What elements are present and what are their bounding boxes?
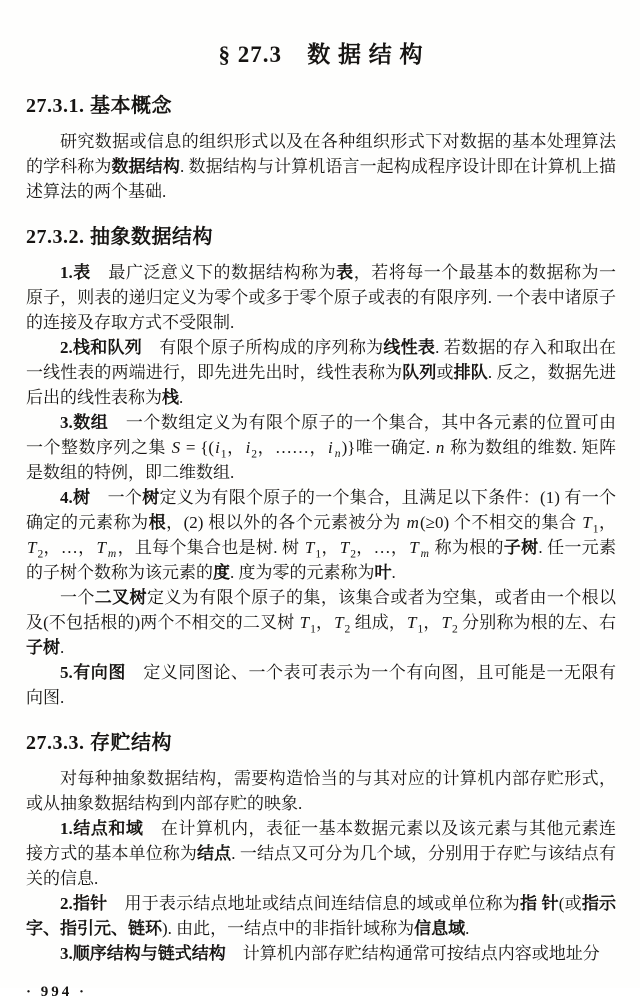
section-heading-storage-structures: 27.3.3. 存贮结构	[26, 732, 172, 754]
paragraph: 一个二叉树定义为有限个原子的集，该集合或者为空集，或者由一个根以及(不包括根的)两个不相交的二叉树 $T_1$，$T_2$ 组成，$T_1$，$T_2$ 分别称为根的左、右子树.	[26, 588, 617, 657]
section-heading-basic-concepts: 27.3.1. 基本概念	[26, 95, 172, 117]
page-title	[26, 36, 616, 69]
section-heading-abstract-data-structures: 27.3.2. 抽象数据结构	[26, 226, 213, 248]
page-number: · 994 ·	[26, 984, 88, 1000]
paragraph: 1.结点和域 在计算机内，表征一基本数据元素以及该元素与其他元素连接方式的基本单位称为结点. 一结点又可分为几个域，分别用于存贮与该结点有关的信息.	[26, 819, 617, 888]
paragraph: 2.栈和队列 有限个原子所构成的序列称为线性表. 若数据的存入和取出在一线性表的两端进行，即先进先出时，线性表称为队列或排队. 反之，数据先进后出的线性表称为栈.	[26, 338, 617, 407]
page-title-section-number: § 27.3	[218, 42, 282, 67]
page-title-text: 数 据 结 构	[307, 42, 424, 67]
paragraph: 研究数据或信息的组织形式以及在各种组织形式下对数据的基本处理算法的学科称为数据结构. 数据结构与计算机语言一起构成程序设计即在计算机上描述算法的两个基础.	[26, 132, 617, 201]
paragraph: 2.指针 用于表示结点地址或结点间连结信息的域或单位称为指 针(或指示字、指引元、链环). 由此，一结点中的非指针域称为信息域.	[26, 894, 617, 938]
paragraph: 1.表 最广泛意义下的数据结构称为表，若将每一个最基本的数据称为一原子，则表的递归定义为零个或多于零个原子或表的有限序列. 一个表中诸原子的连接及存取方式不受限制.	[26, 263, 617, 332]
paragraph: 对每种抽象数据结构，需要构造恰当的与其对应的计算机内部存贮形式，或从抽象数据结构到内部存贮的映象.	[26, 769, 616, 813]
paragraph: 3.数组 一个数组定义为有限个原子的一个集合，其中各元素的位置可由一个整数序列之集 $S = \{(i_1$，$i_2$，……，i $_n$)}唯一确定. n 称为数组的维数. 矩阵是数组的特例，即二维数组.	[26, 413, 617, 482]
paragraph: 4.树 一个树定义为有限个原子的一个集合，且满足以下条件：(1) 有一个确定的元素称为根，(2) 根以外的各个元素被分为 m(≥0) 个不相交的集合 $T_1$，$T_2$，…，T $_m$，且每个集合也是树. 树 $T_1$，$T_2$，…，T $_m$ 称为根的子树. 任一元素的子树个数称为该元素的度. 度为零的元素称为叶.	[26, 488, 617, 582]
paragraph: 3.顺序结构与链式结构 计算机内部存贮结构通常可按结点内容或地址分	[60, 944, 600, 963]
paragraph: 5.有向图 定义同图论、一个表可表示为一个有向图，且可能是一无限有向图.	[26, 663, 617, 707]
